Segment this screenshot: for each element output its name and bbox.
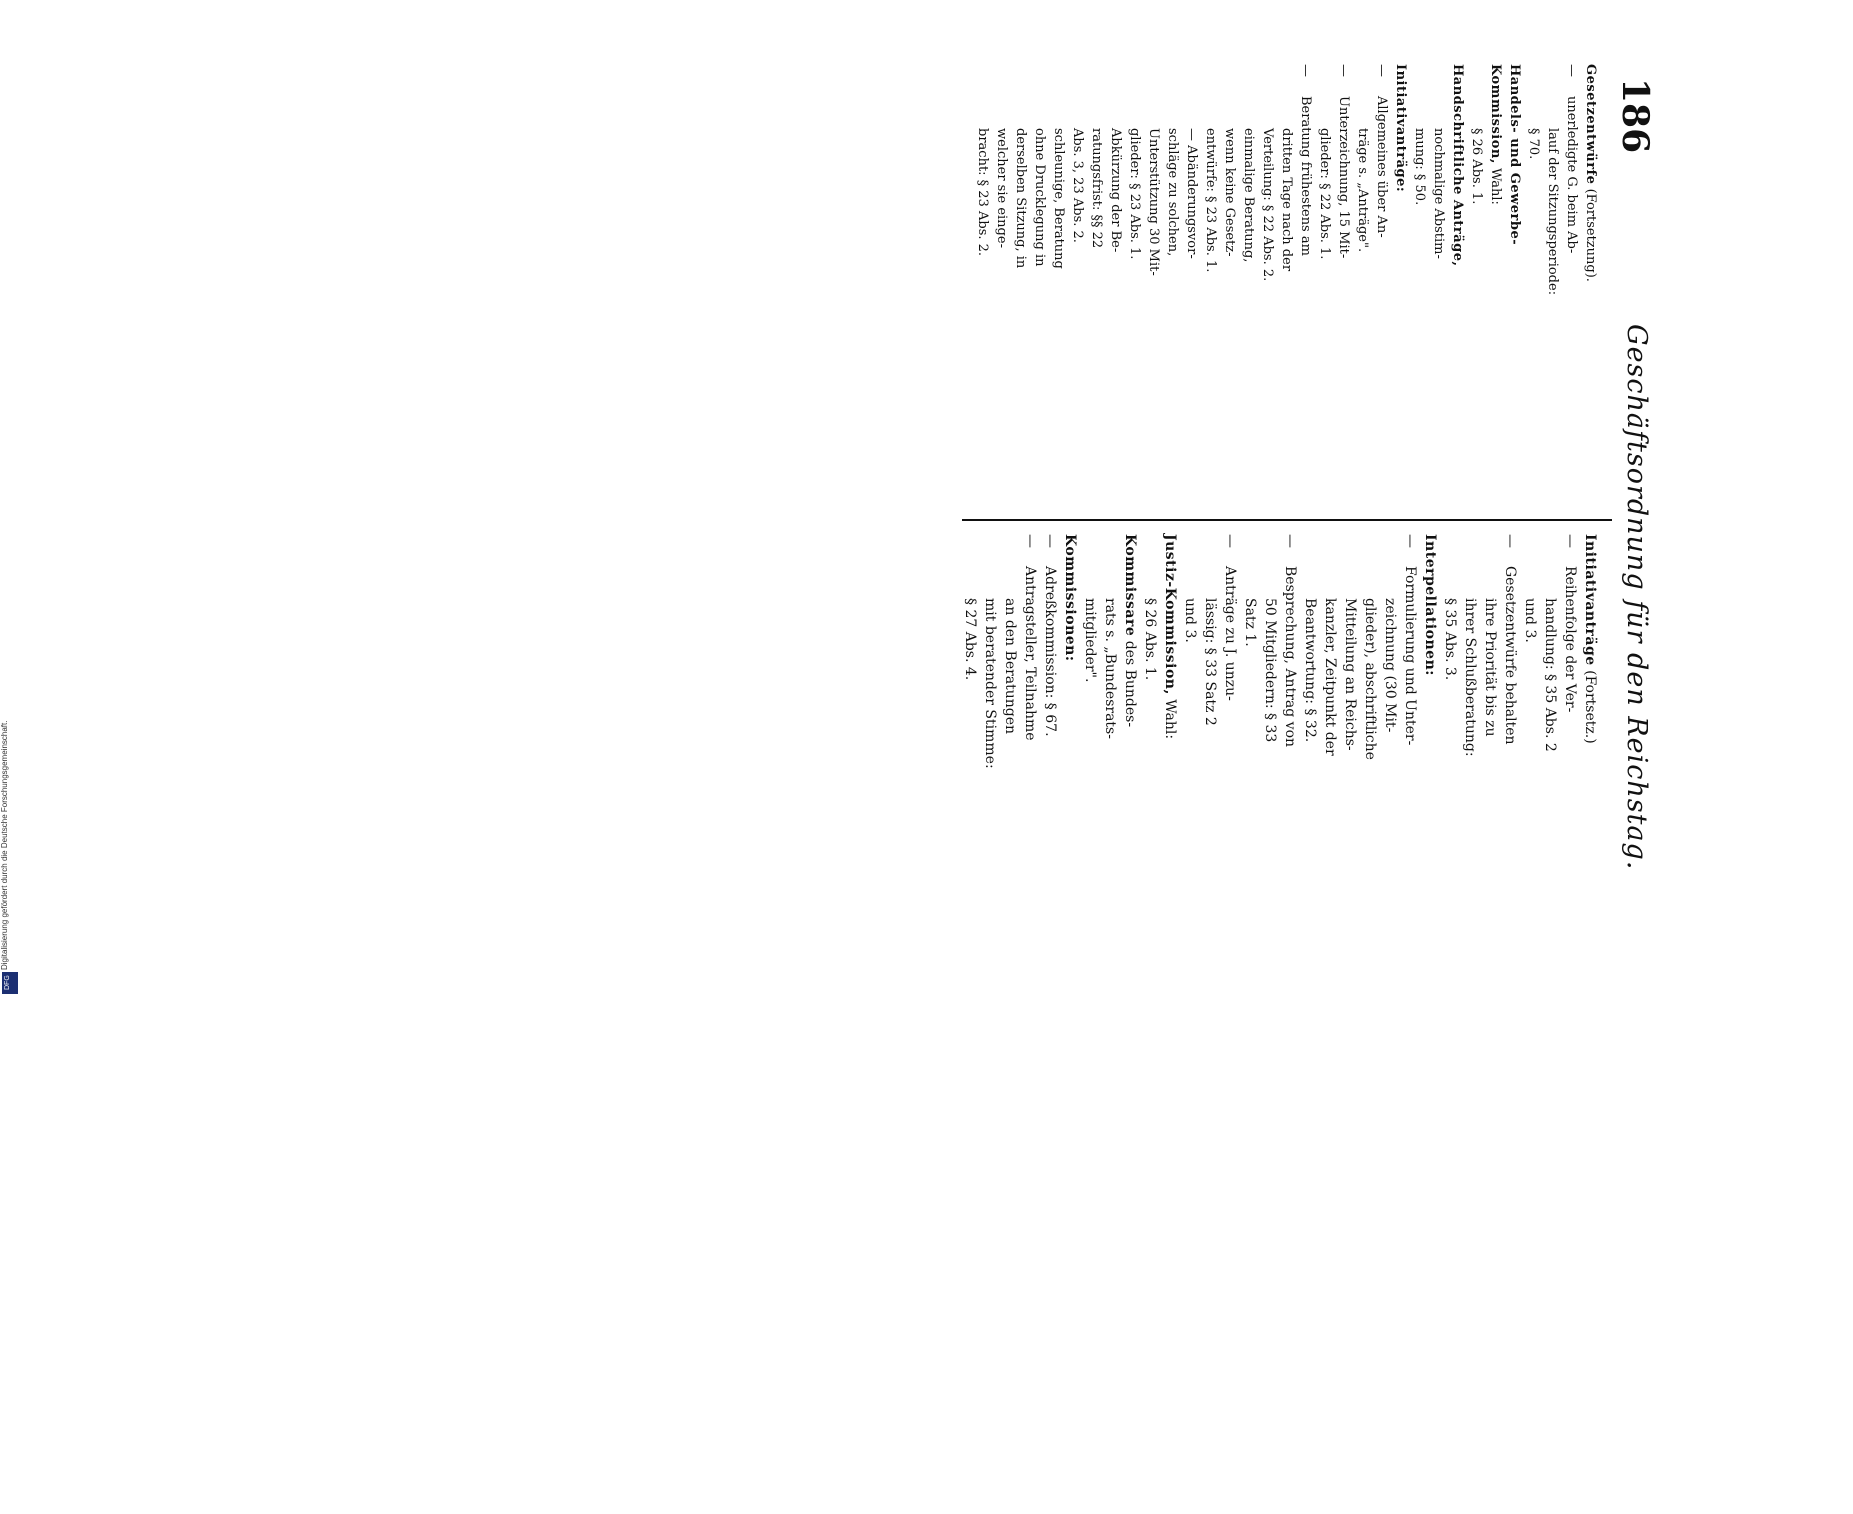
sub-entry-dash: — — [1298, 64, 1313, 77]
index-line — [1360, 534, 1380, 974]
index-line — [1543, 64, 1562, 504]
index-entry-text: Reihenfolge der Ver- — [1562, 566, 1578, 713]
left-column-part-1 — [960, 64, 1600, 504]
index-line — [992, 64, 1011, 504]
index-entry-text: 50 Mitgliedern: § 33 — [1262, 598, 1278, 743]
index-entry-text: rats s. „Bundesrats- — [1102, 598, 1118, 739]
digitization-credit-strip — [0, 0, 22, 1000]
index-line — [1380, 534, 1400, 974]
index-line — [1220, 64, 1239, 504]
index-line — [1486, 64, 1505, 504]
index-entry-text: Gesetzentwürfe behalten — [1502, 566, 1518, 745]
index-entry-text: § 27 Abs. 4. — [962, 598, 978, 681]
index-entry-text: Formulierung und Unter- — [1402, 566, 1418, 746]
sub-entry-dash: — — [1336, 64, 1351, 77]
index-entry-text: welcher sie einge- — [994, 128, 1009, 248]
index-entry-text: Abkürzung der Be- — [1108, 128, 1123, 253]
sub-entry-dash: — — [1402, 534, 1418, 548]
index-line — [1000, 534, 1020, 974]
index-entry-text: bracht: § 23 Abs. 2. — [975, 128, 990, 257]
index-line — [1120, 534, 1140, 974]
index-entry-text: und 3. — [1182, 598, 1198, 643]
index-entry-text: — Abänderungsvor- — [1184, 128, 1199, 259]
index-line — [1011, 64, 1030, 504]
index-line — [1560, 534, 1580, 974]
left-column — [960, 64, 1600, 504]
index-headword-continuation: des Bundes- — [1122, 636, 1138, 728]
index-line — [1410, 64, 1429, 504]
index-line — [1258, 64, 1277, 504]
index-headword: Initiativanträge — [1582, 534, 1598, 666]
index-line — [1420, 534, 1440, 974]
index-entry-text: unerledigte G. beim Ab- — [1564, 96, 1579, 254]
index-entry-text: entwürfe: § 23 Abs. 1. — [1203, 128, 1218, 273]
index-line — [1080, 534, 1100, 974]
index-text-block — [960, 64, 1600, 1514]
index-line — [1429, 64, 1448, 504]
running-title: Geschäftsordnung für den Reichstag. — [1621, 324, 1652, 871]
index-line — [1200, 534, 1220, 974]
index-entry-text: lauf der Sitzungsperiode: — [1545, 128, 1560, 296]
index-line — [1140, 534, 1160, 974]
index-line — [1400, 534, 1420, 974]
index-entry-text: mitglieder". — [1082, 598, 1098, 683]
index-entry-text: handlung: § 35 Abs. 2 — [1542, 598, 1558, 752]
index-line — [1040, 534, 1060, 974]
index-line — [973, 64, 992, 504]
sub-entry-dash: — — [1282, 534, 1298, 548]
index-line — [1372, 64, 1391, 504]
column-divider — [962, 519, 1612, 521]
index-entry-text: glieder: § 22 Abs. 1. — [1317, 128, 1332, 260]
index-line — [1315, 64, 1334, 504]
index-line — [1180, 534, 1200, 974]
index-entry-text: nochmalige Abstim- — [1431, 128, 1446, 259]
index-entry-text: Abs. 3, 23 Abs. 2. — [1070, 128, 1085, 243]
index-headword: Interpellationen: — [1422, 534, 1438, 676]
index-line — [960, 534, 980, 974]
index-line — [1068, 64, 1087, 504]
right-column-part-1 — [960, 534, 1600, 974]
index-line — [1505, 64, 1524, 504]
index-line — [1060, 534, 1080, 974]
index-headword-continuation: Wahl: — [1162, 694, 1178, 740]
index-line — [1540, 534, 1560, 974]
index-line — [1277, 64, 1296, 504]
page-header — [1598, 64, 1658, 1514]
sub-entry-dash: — — [1562, 534, 1578, 548]
index-entry-text: Besprechung, Antrag von — [1282, 566, 1298, 748]
index-line — [1163, 64, 1182, 504]
index-line — [1580, 534, 1600, 974]
index-line — [1520, 534, 1540, 974]
index-entry-text: kanzler, Zeitpunkt der — [1322, 598, 1338, 756]
index-line — [1125, 64, 1144, 504]
index-headword: Kommission, — [1488, 64, 1503, 164]
index-entry-text: ihrer Schlußberatung: — [1462, 598, 1478, 757]
index-entry-text: Beantwortung: § 32. — [1302, 598, 1318, 743]
index-line — [1524, 64, 1543, 504]
index-entry-text: Anträge zu J. unzu- — [1222, 566, 1238, 701]
index-headword: Justiz-Kommission, — [1162, 534, 1178, 695]
index-entry-text: und 3. — [1522, 598, 1538, 643]
index-headword-continuation: Wahl: — [1488, 163, 1503, 205]
index-line — [1087, 64, 1106, 504]
index-entry-text: lässig: § 33 Satz 2 — [1202, 598, 1218, 726]
index-line — [1480, 534, 1500, 974]
sub-entry-dash: — — [1502, 534, 1518, 548]
index-line — [1020, 534, 1040, 974]
index-line — [1201, 64, 1220, 504]
index-line — [1320, 534, 1340, 974]
digitization-credit: Digitalisierung gefördert durch die Deutsche Forschungsgemeinschaft. — [0, 720, 9, 970]
index-entry-text: § 70. — [1526, 128, 1541, 160]
sub-entry-dash: — — [1564, 64, 1579, 77]
index-entry-text: ihre Priorität bis zu — [1482, 598, 1498, 737]
index-headword: Kommissionen: — [1062, 534, 1078, 662]
index-entry-text: Unterstützung 30 Mit- — [1146, 128, 1161, 276]
index-headword: Kommissare — [1122, 534, 1138, 637]
index-line — [1467, 64, 1486, 504]
index-line — [1239, 64, 1258, 504]
index-entry-text: derselben Sitzung, in — [1013, 128, 1028, 269]
index-entry-text: träge s. „Anträge". — [1355, 128, 1370, 253]
index-entry-text: zeichnung (30 Mit- — [1382, 598, 1398, 733]
index-entry-text: an den Beratungen — [1002, 598, 1018, 735]
index-entry-text: Adreßkommission: § 67. — [1042, 566, 1058, 737]
index-line — [1220, 534, 1240, 974]
sub-entry-dash: — — [1022, 534, 1038, 548]
index-entry-text: § 35 Abs. 3. — [1442, 598, 1458, 681]
index-entry-text: Satz 1. — [1242, 598, 1258, 647]
sub-entry-dash: — — [1374, 64, 1389, 77]
index-entry-text: wenn keine Gesetz- — [1222, 128, 1237, 257]
index-line — [1353, 64, 1372, 504]
index-headword-continuation: (Fortsetz.) — [1582, 665, 1598, 744]
index-line — [1440, 534, 1460, 974]
index-line — [1500, 534, 1520, 974]
index-line — [980, 534, 1000, 974]
index-entry-text: Unterzeichnung, 15 Mit- — [1336, 96, 1351, 259]
index-entry-text: mung: § 50. — [1412, 128, 1427, 206]
right-column — [960, 534, 1600, 974]
index-entry-text: § 26 Abs. 1. — [1469, 128, 1484, 205]
index-line — [1260, 534, 1280, 974]
index-line — [1030, 64, 1049, 504]
index-line — [1100, 534, 1120, 974]
index-line — [1448, 64, 1467, 504]
index-entry-text: mit beratender Stimme: — [982, 598, 998, 769]
index-entry-text: Beratung frühestens am — [1298, 96, 1313, 256]
index-headword: Initiativanträge: — [1393, 64, 1408, 193]
index-line — [1562, 64, 1581, 504]
index-line — [1182, 64, 1201, 504]
dfg-logo: DFG — [2, 972, 18, 994]
index-entry-text: dritten Tage nach der — [1279, 128, 1294, 272]
index-entry-text: glieder: § 23 Abs. 1. — [1127, 128, 1142, 260]
index-headword: Handschriftliche Anträge, — [1450, 64, 1465, 267]
index-entry-text: einmalige Beratung, — [1241, 128, 1256, 263]
index-entry-text: Allgemeines über An- — [1374, 96, 1389, 238]
index-line — [1581, 64, 1600, 504]
index-headword: Handels- und Gewerbe- — [1507, 64, 1522, 246]
index-line — [1280, 534, 1300, 974]
index-entry-text: schläge zu solchen, — [1165, 128, 1180, 257]
index-entry-text: Antragsteller, Teilnahme — [1022, 566, 1038, 741]
index-entry-text: schleunige, Beratung — [1051, 128, 1066, 269]
index-line — [1300, 534, 1320, 974]
index-line — [1460, 534, 1480, 974]
index-line — [1340, 534, 1360, 974]
index-headword-continuation: (Fortsetzung). — [1583, 184, 1598, 282]
index-line — [1160, 534, 1180, 974]
index-line — [1240, 534, 1260, 974]
index-entry-text: ohne Drucklegung in — [1032, 128, 1047, 267]
index-line — [1391, 64, 1410, 504]
index-entry-text: ratungsfrist: §§ 22 — [1089, 128, 1104, 249]
index-headword: Gesetzentwürfe — [1583, 64, 1598, 185]
index-entry-text: Verteilung: § 22 Abs. 2. — [1260, 128, 1275, 282]
index-line — [1334, 64, 1353, 504]
index-entry-text: Mitteilung an Reichs- — [1342, 598, 1358, 751]
sub-entry-dash: — — [1042, 534, 1058, 548]
index-line — [1296, 64, 1315, 504]
book-page — [208, 64, 1658, 871]
sub-entry-dash: — — [1222, 534, 1238, 548]
index-line — [1049, 64, 1068, 504]
index-line — [1144, 64, 1163, 504]
index-entry-text: glieder), abschriftliche — [1362, 598, 1378, 760]
index-line — [1106, 64, 1125, 504]
index-entry-text: § 26 Abs. 1. — [1142, 598, 1158, 681]
page-number: 186 — [1614, 78, 1656, 154]
